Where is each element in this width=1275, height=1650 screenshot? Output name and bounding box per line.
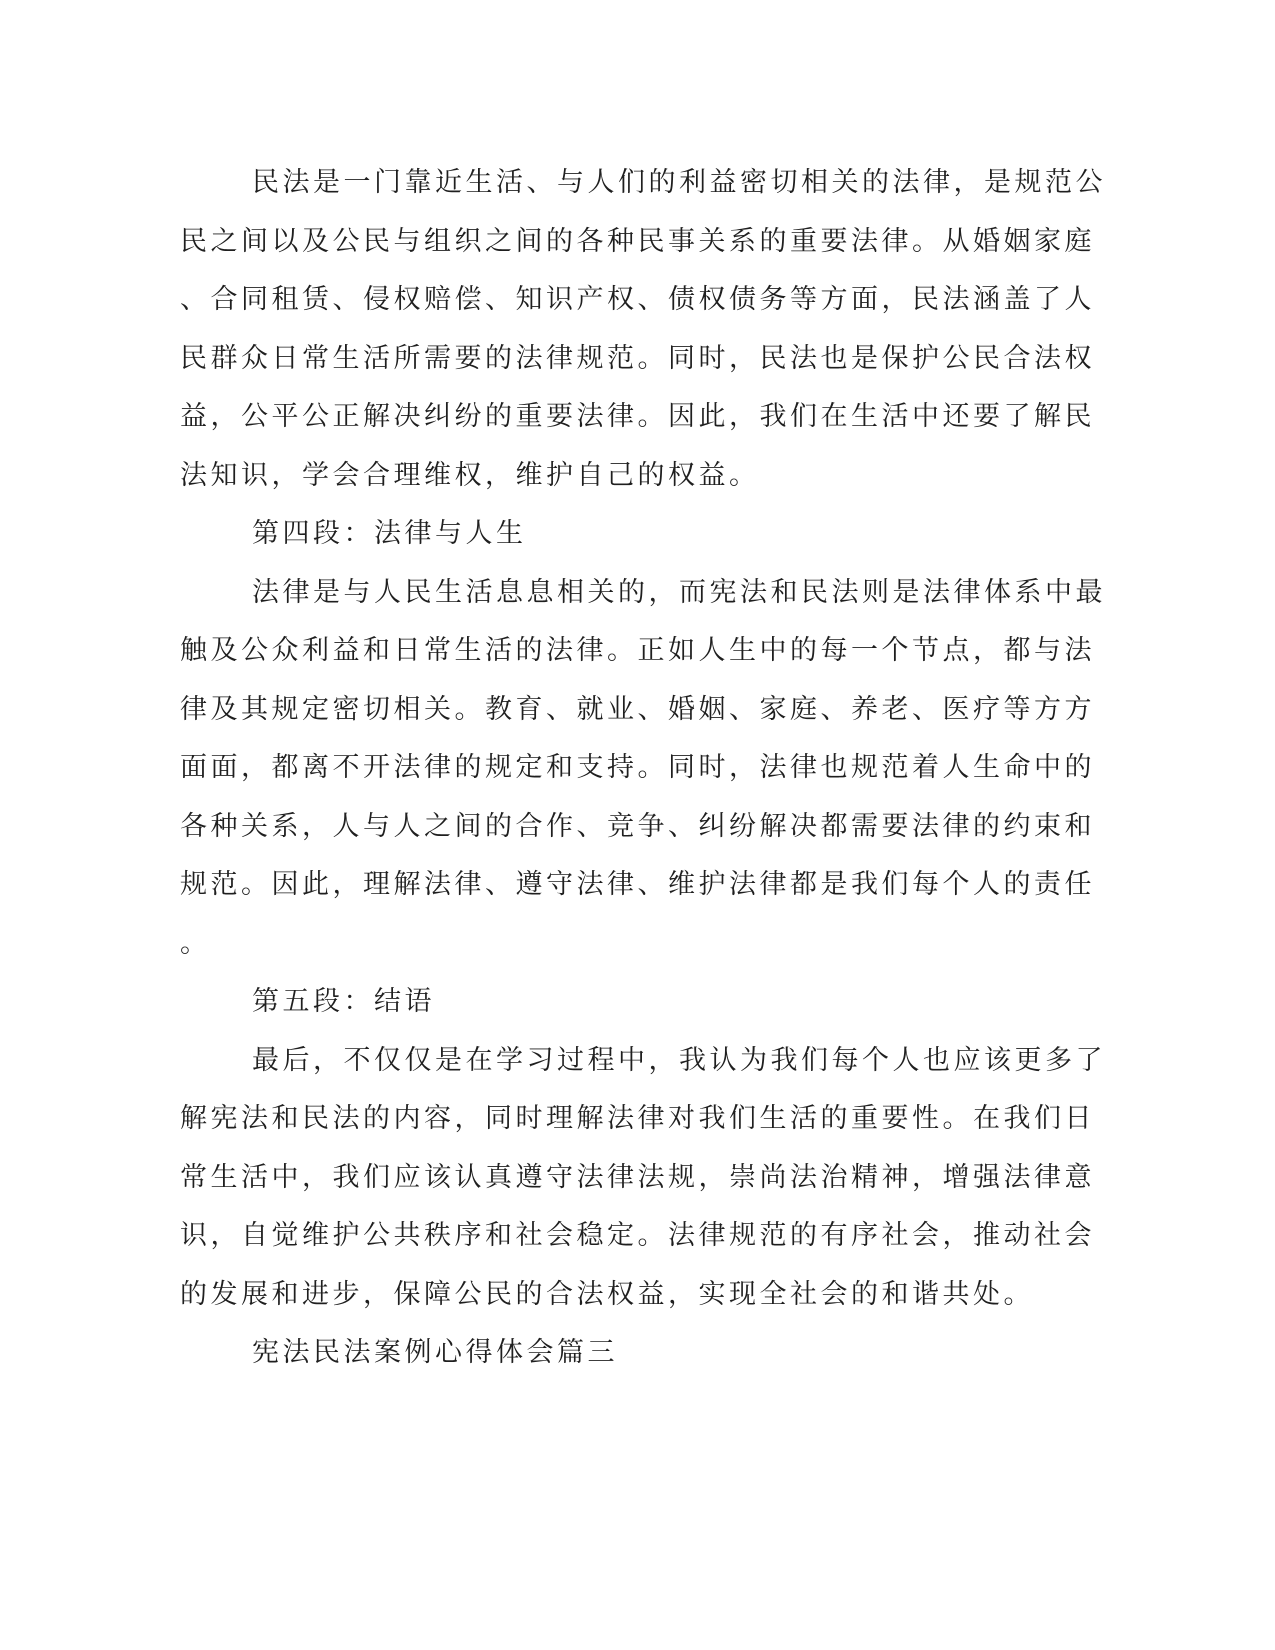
paragraph-2-line: 法律是与人民生活息息相关的，而宪法和民法则是法律体系中最 bbox=[252, 577, 1106, 608]
paragraph-2-line: 律及其规定密切相关。教育、就业、婚姻、家庭、养老、医疗等方方 bbox=[180, 694, 1095, 725]
paragraph-2-line: 。 bbox=[180, 928, 211, 959]
paragraph-3-line: 解宪法和民法的内容，同时理解法律对我们生活的重要性。在我们日 bbox=[180, 1103, 1095, 1134]
paragraph-2-line: 面面，都离不开法律的规定和支持。同时，法律也规范着人生命中的 bbox=[180, 752, 1095, 783]
paragraph-1-line: 民之间以及公民与组织之间的各种民事关系的重要法律。从婚姻家庭 bbox=[180, 226, 1095, 257]
paragraph-3-line: 常生活中，我们应该认真遵守法律法规，崇尚法治精神，增强法律意 bbox=[180, 1162, 1095, 1193]
section-heading-4: 第四段：法律与人生 bbox=[252, 518, 527, 549]
paragraph-3-line: 最后，不仅仅是在学习过程中，我认为我们每个人也应该更多了 bbox=[252, 1045, 1106, 1076]
paragraph-2-line: 各种关系，人与人之间的合作、竞争、纠纷解决都需要法律的约束和 bbox=[180, 811, 1095, 842]
paragraph-1-line: 益，公平公正解决纠纷的重要法律。因此，我们在生活中还要了解民 bbox=[180, 401, 1095, 432]
paragraph-2-line: 规范。因此，理解法律、遵守法律、维护法律都是我们每个人的责任 bbox=[180, 869, 1095, 900]
paragraph-1-line: 法知识，学会合理维权，维护自己的权益。 bbox=[180, 460, 760, 491]
section-heading-5: 第五段：结语 bbox=[252, 986, 435, 1017]
next-section-title: 宪法民法案例心得体会篇三 bbox=[252, 1337, 618, 1368]
paragraph-2-line: 触及公众利益和日常生活的法律。正如人生中的每一个节点，都与法 bbox=[180, 635, 1095, 666]
paragraph-1-line: 、合同租赁、侵权赔偿、知识产权、债权债务等方面，民法涵盖了人 bbox=[180, 284, 1095, 315]
paragraph-3-line: 的发展和进步，保障公民的合法权益，实现全社会的和谐共处。 bbox=[180, 1279, 1034, 1310]
paragraph-1-line: 民群众日常生活所需要的法律规范。同时，民法也是保护公民合法权 bbox=[180, 343, 1095, 374]
paragraph-1-line: 民法是一门靠近生活、与人们的利益密切相关的法律，是规范公 bbox=[252, 167, 1106, 198]
paragraph-3-line: 识，自觉维护公共秩序和社会稳定。法律规范的有序社会，推动社会 bbox=[180, 1220, 1095, 1251]
